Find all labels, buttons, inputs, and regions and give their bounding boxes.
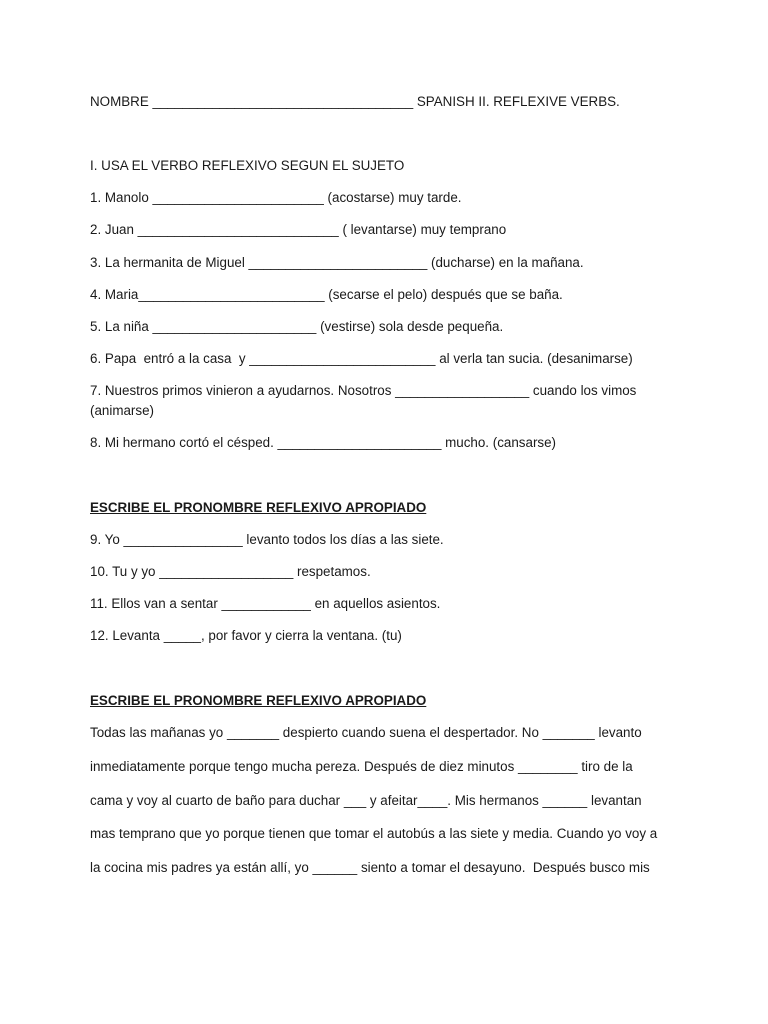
exercise-item-8: 8. Mi hermano cortó el césped. ______________________ mucho. (cansarse) xyxy=(90,435,557,450)
paragraph-line-1: Todas las mañanas yo _______ despierto cuando suena el despertador. No _______ levanto xyxy=(90,725,642,740)
paragraph-line-2: inmediatamente porque tengo mucha pereza. Después de diez minutos ________ tiro de la xyxy=(90,759,633,774)
exercise-item-2: 2. Juan ___________________________ ( levantarse) muy temprano xyxy=(90,222,507,237)
name-line-header: NOMBRE ___________________________________ SPANISH II. REFLEXIVE VERBS. xyxy=(90,94,620,109)
section-1-title: I. USA EL VERBO REFLEXIVO SEGUN EL SUJETO xyxy=(90,158,405,173)
section-3-title: ESCRIBE EL PRONOMBRE REFLEXIVO APROPIADO xyxy=(90,693,427,708)
exercise-item-4: 4. Maria_________________________ (secarse el pelo) después que se baña. xyxy=(90,287,563,302)
exercise-item-5: 5. La niña ______________________ (vestirse) sola desde pequeña. xyxy=(90,319,504,334)
section-2-title: ESCRIBE EL PRONOMBRE REFLEXIVO APROPIADO xyxy=(90,500,427,515)
paragraph-line-4: mas temprano que yo porque tienen que tomar el autobús a las siete y media. Cuando yo voy a xyxy=(90,826,658,841)
exercise-item-3: 3. La hermanita de Miguel ________________________ (ducharse) en la mañana. xyxy=(90,255,584,270)
exercise-item-1: 1. Manolo _______________________ (acostarse) muy tarde. xyxy=(90,190,462,205)
exercise-item-11: 11. Ellos van a sentar ____________ en aquellos asientos. xyxy=(90,596,441,611)
exercise-item-12: 12. Levanta _____, por favor y cierra la ventana. (tu) xyxy=(90,628,402,643)
exercise-item-10: 10. Tu y yo __________________ respetamos. xyxy=(90,564,371,579)
exercise-item-6: 6. Papa entró a la casa y _________________________ al verla tan sucia. (desanimarse) xyxy=(90,351,633,366)
paragraph-line-3: cama y voy al cuarto de baño para duchar ___ y afeitar____. Mis hermanos ______ levantan xyxy=(90,793,642,808)
paragraph-line-5: la cocina mis padres ya están allí, yo ______ siento a tomar el desayuno. Después busco mis xyxy=(90,860,650,875)
exercise-item-7: 7. Nuestros primos vinieron a ayudarnos. Nosotros __________________ cuando los vimos (animarse) xyxy=(90,383,637,418)
exercise-item-9: 9. Yo ________________ levanto todos los días a las siete. xyxy=(90,532,444,547)
